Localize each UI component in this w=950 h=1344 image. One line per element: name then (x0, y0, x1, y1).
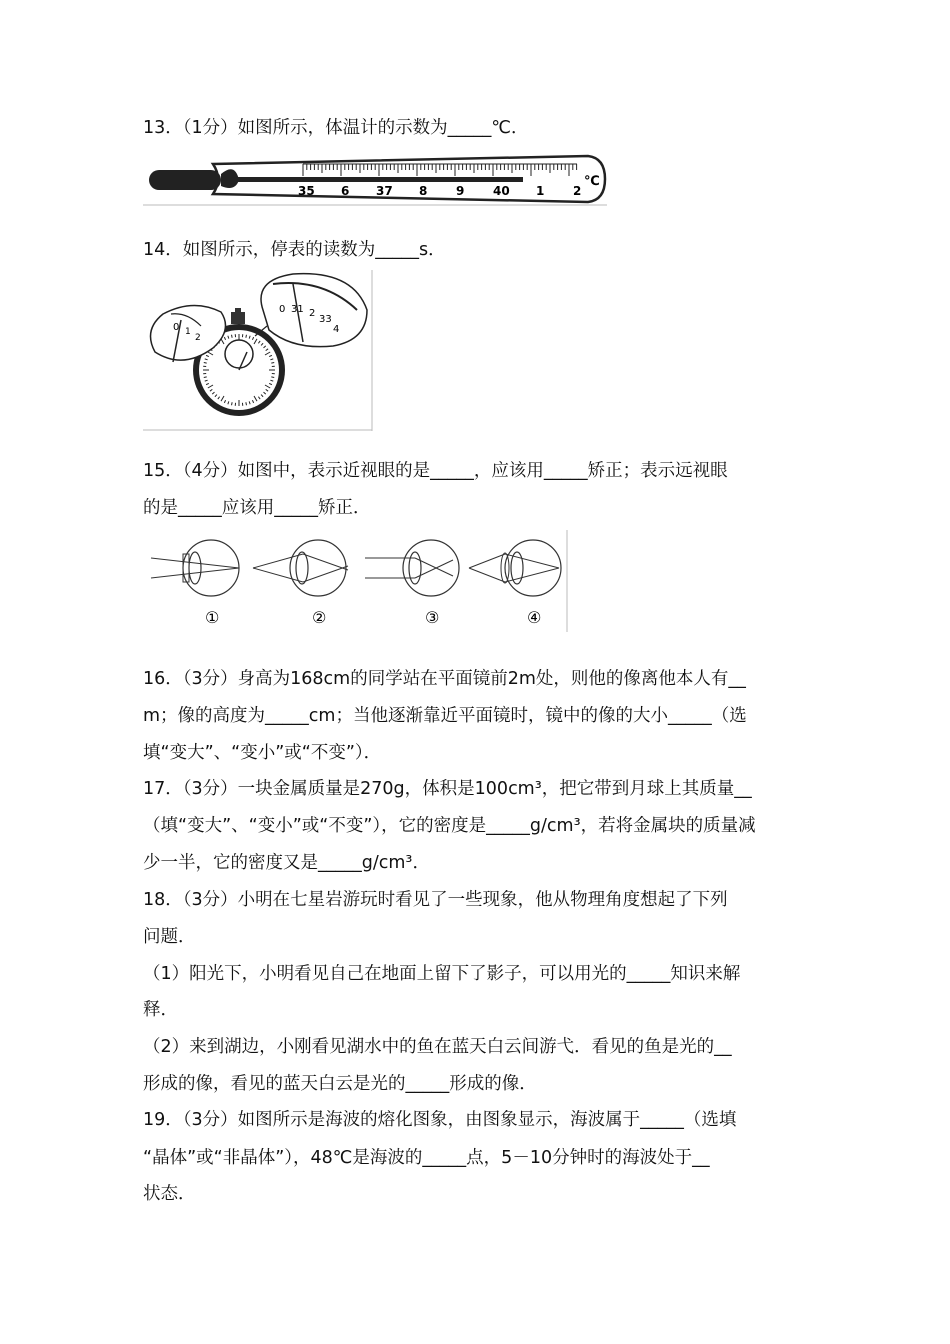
q19-text-line3: 状态． (143, 1184, 196, 1204)
dial-tick (232, 402, 233, 405)
eye-label: ② (312, 608, 327, 627)
scale-label: 37 (376, 184, 393, 198)
scale-label: 6 (341, 184, 350, 198)
eye-diagram-2 (253, 540, 348, 627)
dial-label: 1 (185, 327, 191, 337)
celsius-unit: ℃ (584, 174, 600, 189)
q18-text-line2: 问题． (143, 927, 196, 947)
q18-text-line4: 释． (143, 1000, 178, 1020)
scale-label: 1 (536, 184, 545, 198)
eye-diagram-4 (469, 540, 561, 627)
dial-label: 2 (195, 333, 201, 343)
dial-label: 4 (333, 324, 340, 335)
dial-label: 31 (291, 304, 304, 315)
scale-label: 2 (573, 184, 582, 198)
q19-text-line2: “晶体”或“非晶体”），48℃是海波的_____点，5－10分钟时的海波处于__ (143, 1148, 710, 1168)
q17-text-line3: 少一半，它的密度又是_____g/cm³． (143, 853, 430, 873)
dial-tick (246, 335, 247, 338)
q18-text-line3: （1）阳光下，小明看见自己在地面上留下了影子，可以用光的_____知识来解 (143, 964, 741, 984)
scale-label: 40 (493, 184, 510, 198)
dial-label: 2 (309, 308, 316, 319)
eye-diagram-1 (151, 540, 239, 627)
q15-text-line1: 15．（4分）如图中，表示近视眼的是_____，应该用_____矫正；表示远视眼 (143, 461, 728, 481)
dial-label: 0 (279, 304, 286, 315)
scale-label: 8 (419, 184, 428, 198)
eye-diagram-3 (365, 540, 459, 627)
q16-text-line2: m；像的高度为_____cm；当他逐渐靠近平面镜时，镜中的像的大小_____（选 (143, 706, 747, 726)
stopwatch-figure (143, 270, 373, 431)
q17-text-line1: 17．（3分）一块金属质量是270g，体积是100cm³，把它带到月球上其质量__ (143, 779, 752, 799)
q14-text: 14．如图所示，停表的读数为_____s． (143, 240, 446, 260)
scale-label: 9 (456, 184, 465, 198)
dial-label: 0 (173, 322, 180, 333)
q15-text-line2: 的是_____应该用_____矫正． (143, 498, 371, 518)
dial-tick (271, 377, 274, 378)
q18-text-line6: 形成的像，看见的蓝天白云是光的_____形成的像． (143, 1074, 537, 1094)
dial-tick (232, 335, 233, 338)
q18-text-line5: （2）来到湖边，小刚看见湖水中的鱼在蓝天白云间游弋．看见的鱼是光的__ (143, 1037, 732, 1057)
q17-text-line2: （填“变大”、“变小”或“不变”），它的密度是_____g/cm³，若将金属块的质量减 (143, 816, 756, 836)
q18-text-line1: 18．（3分）小明在七星岩游玩时看见了一些现象，他从物理角度想起了下列 (143, 890, 728, 910)
dial-tick (204, 377, 207, 378)
eye-diagrams-figure (143, 530, 569, 632)
q19-text-line1: 19．（3分）如图所示是海波的熔化图象，由图象显示，海波属于_____（选填 (143, 1110, 737, 1130)
dial-label: 33 (319, 314, 332, 325)
eye-label: ④ (527, 608, 542, 627)
q13-text: 13．（1分）如图所示，体温计的示数为_____℃． (143, 118, 529, 138)
eye-label: ① (205, 608, 220, 627)
eye-label: ③ (425, 608, 440, 627)
thermometer-figure (143, 152, 607, 206)
dial-tick (246, 402, 247, 405)
dial-tick (204, 363, 207, 364)
q16-text-line3: 填“变大”、“变小”或“不变”）． (143, 743, 382, 763)
dial-tick (271, 363, 274, 364)
scale-label: 35 (298, 184, 315, 198)
q16-text-line1: 16．（3分）身高为168cm的同学站在平面镜前2m处，则他的像离他本人有__ (143, 669, 746, 689)
